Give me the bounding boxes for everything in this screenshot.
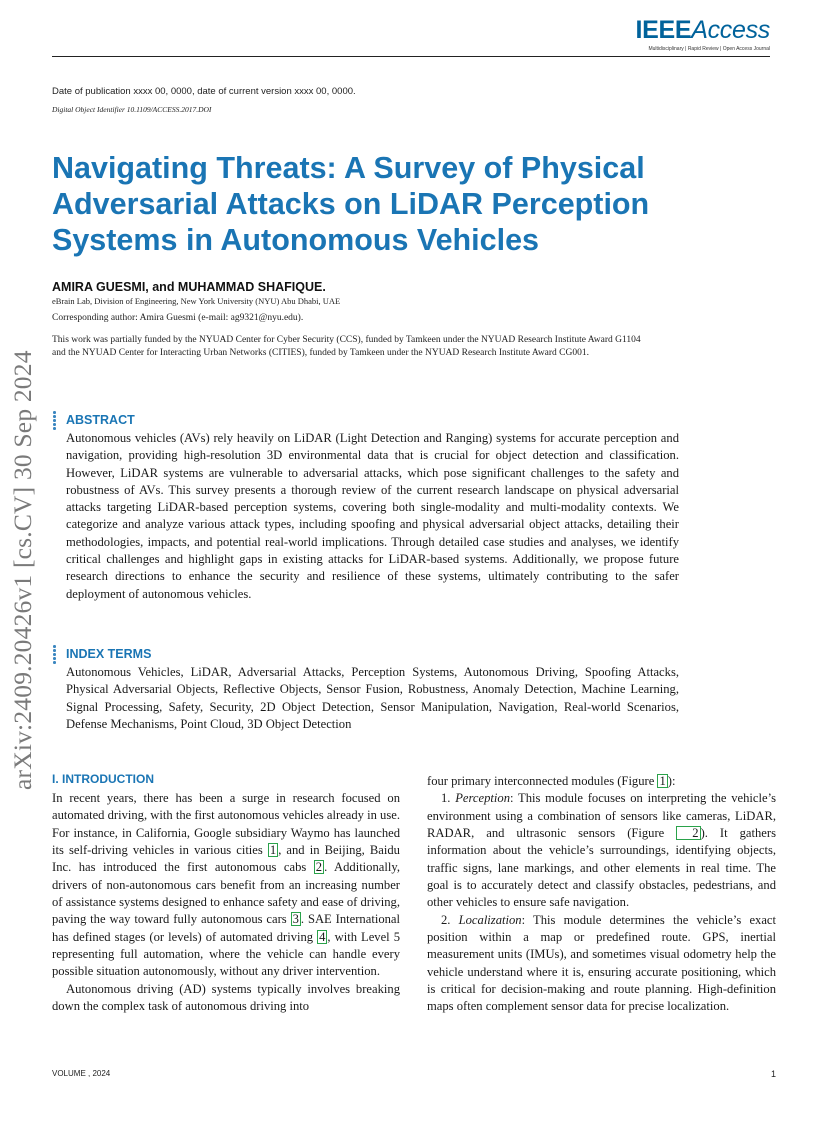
- logo-ieee: IEEE: [635, 16, 692, 44]
- index-terms-heading: INDEX TERMS: [66, 647, 152, 661]
- corresponding-author: Corresponding author: Amira Guesmi (e-mail: ag9321@nyu.edu).: [52, 313, 304, 323]
- index-terms-dots: [53, 645, 59, 665]
- index-terms-text: Autonomous Vehicles, LiDAR, Adversarial Attacks, Perception Systems, Autonomous Driving, Spoofing Attacks, Physical Adversarial Objects, Reflective Objects, Sensor Fusion, Robustness, Anomaly Detection, Machine Learning, Signal Processing, Safety, Security, 2D Object Detection, Sensor Manipulation, Navigation, Real-world Scenarios, Defense Mechanisms, Point Cloud, 3D Object Detection: [66, 665, 679, 731]
- footer-volume: VOLUME , 2024: [52, 1069, 111, 1078]
- page-number: 1: [770, 1069, 776, 1079]
- publication-date: Date of publication xxxx 00, 0000, date of current version xxxx 00, 0000.: [52, 86, 356, 97]
- funding-note: This work was partially funded by the NYUAD Center for Cyber Security (CCS), funded by Tamkeen under the NYUAD Research Institute Award G1104 and the NYUAD Center for Interacting Urban Networks (CITIES), funded by Tamkeen under the NYUAD Research Institute Award CG001.: [52, 335, 641, 358]
- left-column: [52, 790, 400, 1015]
- intro-paragraph-1: In recent years, there has been a surge in research focused on automated driving, with the first autonomous vehicles already in use. For instance, in California, Google subsidiary Waymo has launched its self-driving vehicles in various cities 1 , and in Beijing, Baidu Inc. has introduced the first autonomous cabs 2 . Additionally, drivers of non-autonomous cars benefit from an increasing number of assistance systems designed to enhance safety and ease of driving, paving the way toward fully autonomous cars 3 . SAE International has defined stages (or levels) of automated driving 4 , with Level 5 representing full automation, where the vehicle can handle every possible situation autonomously, without any driver intervention.: [52, 791, 401, 979]
- introduction-heading: I. INTRODUCTION: [52, 772, 154, 786]
- journal-logo: [635, 16, 770, 52]
- perception-paragraph: 1. Perception: This module focuses on interpreting the vehicle’s environment using a combination of sensors like cameras, LiDAR, RADAR, and ultrasonic sensors (Figure 2 ). It gathers information about the vehicle’s surroundings, identifying objects, traffic signs, lane markings, and other elements in real time. The goal is to accurately detect and classify obstacles, pedestrians, and other vehicles to ensure safe navigation.: [427, 791, 776, 910]
- abstract-text: Autonomous vehicles (AVs) rely heavily on LiDAR (Light Detection and Ranging) systems for accurate perception and navigation, providing high-resolution 3D environmental data that is crucial for object detection and classification. However, LiDAR systems are vulnerable to adversarial attacks, which pose significant challenges to the safety and robustness of AVs. This survey presents a thorough review of the current research landscape on physical adversarial attacks targeting LiDAR-based perception systems, covering both single-modality and multi-modality contexts. We categorize and analyze various attack types, including spoofing and physical adversarial object attacks, detailing their methodologies, impacts, and potential real-world implications. Through detailed case studies and analyses, we identify critical challenges and highlight gaps in existing attacks for LiDAR-based systems. Additionally, we propose future research directions to enhance the security and resilience of these systems, ultimately contributing to the safer deployment of autonomous vehicles.: [66, 431, 679, 601]
- intro-paragraph-2: Autonomous driving (AD) systems typically involves breaking down the complex task of autonomous driving into: [52, 981, 400, 1014]
- logo-tagline: Multidisciplinary | Rapid Review | Open Access Journal: [648, 46, 770, 52]
- affiliation: eBrain Lab, Division of Engineering, New York University (NYU) Abu Dhabi, UAE: [52, 296, 341, 306]
- abstract-dots: [53, 411, 59, 431]
- right-column: [427, 773, 776, 1016]
- logo-access: Access: [691, 16, 770, 44]
- citation-4[interactable]: 4: [319, 929, 326, 944]
- citation-1[interactable]: 1: [269, 843, 277, 858]
- modules-intro: four primary interconnected modules (Figure 1 ):: [427, 774, 676, 788]
- authors: AMIRA GUESMI, and MUHAMMAD SHAFIQUE.: [52, 280, 326, 294]
- header-divider: [52, 56, 770, 57]
- citation-2[interactable]: 2: [315, 860, 323, 875]
- citation-3[interactable]: 3: [292, 912, 299, 927]
- arxiv-stamp: arXiv:2409.20426v1 [cs.CV] 30 Sep 2024: [8, 350, 37, 790]
- abstract-heading: ABSTRACT: [66, 413, 135, 427]
- paper-title: Navigating Threats: A Survey of Physical Adversarial Attacks on LiDAR Perception Systems in Autonomous Vehicles: [52, 151, 650, 257]
- figure-1-link[interactable]: 1: [659, 774, 666, 788]
- doi: Digital Object Identifier 10.1109/ACCESS.2017.DOI: [52, 105, 212, 114]
- localization-paragraph: 2. Localization: This module determines the vehicle’s exact position within a map or predefined route. GPS, inertial measurement units (IMUs), and sometimes visual odometry help the vehicle understand where it is, ensuring accurate positioning, which is critical for decision-making and route planning. High-definition maps often complement sensor data for precise localization.: [427, 912, 777, 1014]
- figure-2-link[interactable]: 2: [676, 826, 700, 840]
